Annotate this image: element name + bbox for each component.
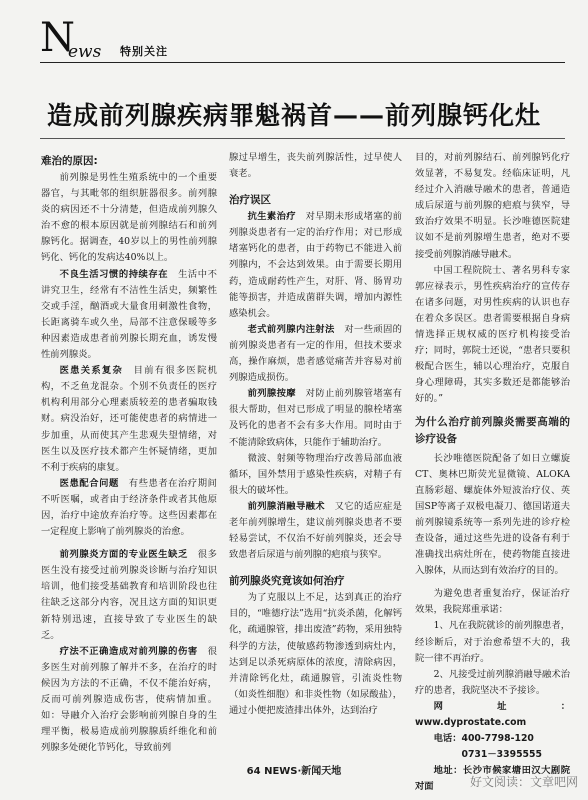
paragraph: 不良生活习惯的持续存在 生活中不讲究卫生，经常有不洁性生活史，频繁性交或手淫，酗酒或大量食用刺激性食物，长距离骑车或久坐，局部不注意保暖等多种因素造成患者前列腺长期充血，诱发慢性前列腺炎。 (41, 268, 217, 361)
subheading: 前列腺按摩 (247, 388, 296, 400)
paragraph: 前列腺按摩 对防止前列腺管堵塞有很大帮助，但对已形成了明显的腺栓堵塞及钙化的患者不会有多大作用。同时由于不能清除致病体，只能作于辅助治疗。 (229, 388, 402, 448)
paragraph: 中国工程院院士、著名男科专家郭应禄表示，男性疾病治疗的宣传存在诸多问题，对男性疾病的认识也存在着众多误区。患者需要根据自身病情选择正规权威的医疗机构接受治疗；同时，郭院士还说，“患者只要积极配合医生，辅以心理治疗，克服自身心理障碍，其实多数还是都能够治好的。” (415, 264, 570, 405)
watermark: 好文阅读：文章吧网 (469, 775, 578, 789)
subheading: 疗法不正确造成对前列腺的伤害 (59, 645, 198, 657)
subheading: 老式前列腺内注射法 (247, 323, 335, 335)
subheading: 医患配合问题 (59, 477, 119, 489)
headline-divider (40, 138, 565, 139)
contact-website: 网址：www.dyprostate.com (415, 700, 570, 728)
section-heading: 难治的原因: (41, 155, 98, 167)
paragraph: 腺过早增生，丧失前列腺活性，过早使人衰老。 (229, 152, 402, 180)
contact-phone: 电话：400-7798-120 (433, 733, 534, 745)
page-header (40, 15, 560, 62)
article-column-3 (415, 150, 570, 795)
paragraph: 1、凡在我院就诊的前列腺患者，经诊断后，对于治愈希望不大的，我院一律不再治疗。 (415, 620, 570, 664)
page-footer: 64 NEWS·新闻天地 (246, 766, 342, 777)
paragraph: 长沙唯德医院配备了如日立螺旋CT、奥林巴斯荧光显微镜、ALOKA直肠彩超、螺旋体外短波治疗仪、英国SP等离子双极电凝刀、德国诺道夫前列腺镜系统等一系列先进的诊疗检查设备，通过这些先进的设备有利于准确找出病灶所在，使药物能直接进入腺体，从而达到有效治疗的目的。 (415, 452, 570, 577)
subheading: 前列腺消融导融术 (247, 500, 325, 512)
paragraph: 微波、射频等物理治疗改善局部血液循环，国外禁用于感染性疾病，对精子有很大的破坏性。 (229, 452, 402, 496)
subheading: 医患关系复杂 (59, 365, 124, 377)
paragraph: 医患关系复杂 目前有很多医院机构，不乏鱼龙混杂。个别不负责任的医疗机构利用部分心理素质较差的患者骗取钱财。病没治好，还可能使患者的病情进一步加重，从而使其产生悲观失望情绪，对医生以及医疗技术都产生怀疑情绪，更加不利于疾病的康复。 (41, 365, 217, 473)
section-heading: 为什么治疗前列腺炎需要高端的诊疗设备 (415, 415, 570, 445)
subheading: 前列腺炎方面的专业医生缺乏 (59, 549, 188, 561)
article-column-2 (229, 150, 402, 719)
section-heading: 前列腺炎究竟该如何治疗 (229, 575, 345, 588)
section-label: 特别关注 (120, 45, 168, 58)
paragraph: 老式前列腺内注射法 对一些顽固的前列腺炎患者有一定的作用，但技术要求高，操作麻烦，患者感觉痛苦并容易对前列腺造成损伤。 (229, 323, 402, 384)
section-heading: 治疗误区 (229, 194, 271, 207)
article-column-1 (41, 150, 217, 756)
header-divider (40, 62, 565, 63)
subheading: 抗生素治疗 (247, 211, 296, 223)
paragraph: 前列腺是男性生殖系统中的一个重要器官，与其毗邻的组织脏器很多。前列腺炎的病因还不十分清楚，但造成前列腺久治不愈的根本原因就是前列腺结石和前列腺钙化。据调查，40岁以上的男性前列腺钙化、钙化的发病达40%以上。 (41, 172, 217, 264)
paragraph: 目的，对前列腺结石、前列腺钙化疗效显著，不易复发。经临床证明，凡经过介入消融导融术的患者，普通造成后尿道与前列腺的疤痕与狭窄，导致治疗效果不明显。长沙唯德医院建议如不是前列腺增生患者，绝对不要接受前列腺消融导融术。 (415, 152, 570, 260)
paragraph: 抗生素治疗 对早期未形成堵塞的前列腺炎患者有一定的治疗作用；对已形成堵塞钙化的患者，由于药物已不能进入前列腺内，不会达到效果。由于需要长期用药，造成耐药性产生，对肝、肾、肠胃功能等损害，并造成菌群失调，增加内源性感染机会。 (229, 211, 402, 319)
news-logo-letter: N (40, 15, 75, 61)
paragraph: 为了克服以上不足，达到真正的治疗目的，“唯德疗法”选用“抗炎杀菌，化解钙化，疏通腺管，排出废渣”药物，采用独特科学的方法，使敏感药物渗透到病灶内，达到足以杀死病原体的浓度，清除病因，并清除钙化灶，疏通腺管，引流炎性物（如炎性细胞）和非炎性物（如尿酸盐），通过小便把废渣排出体外，达到治疗 (229, 592, 402, 716)
paragraph: 前列腺消融导融术 又它的适应症是老年前列腺增生，建议前列腺炎患者不要轻易尝试，不仅治不好前列腺炎，还会导致患者后尿道与前列腺的疤痕与狭窄。 (229, 500, 402, 561)
paragraph: 2、凡接受过前列腺消融导融术治疗的患者，我院坚决不予接诊。 (415, 668, 570, 696)
contact-address: 地址：长沙市候家塘田汉大剧院对面 (415, 765, 570, 793)
paragraph: 前列腺炎方面的专业医生缺乏 很多医生没有接受过前列腺炎诊断与治疗知识培训，他们接受基础教育和培训阶段也往往缺乏这部分内容，况且这方面的知识更新特别迅速，直接导致了专业医生的缺乏。 (41, 549, 217, 641)
contact-phone-2: 0731－3395555 (461, 749, 542, 761)
article-headline: 造成前列腺疾病罪魁祸首——前列腺钙化灶 (46, 101, 541, 130)
news-logo-text: ews (68, 42, 102, 62)
paragraph: 为避免患者重复治疗，保证治疗效果，我院郑重承诺： (415, 588, 570, 616)
paragraph: 医患配合问题 有些患者在治疗期间不听医嘱，或者由于经济条件或者其他原因，治疗中途放弃治疗等。这些因素都在一定程度上影响了前列腺炎的治愈。 (41, 477, 217, 538)
subheading: 不良生活习惯的持续存在 (59, 268, 169, 280)
paragraph: 疗法不正确造成对前列腺的伤害 很多医生对前列腺了解并不多，在治疗的时候因为方法的不正确，不仅不能治好病，反而可前列腺造成伤害，使病情加重。如：导融介入治疗会影响前列腺自身的生理平衡，极易造成前列腺腺质纤维化和前列腺多处硬化节钙化，导致前列 (41, 645, 217, 754)
